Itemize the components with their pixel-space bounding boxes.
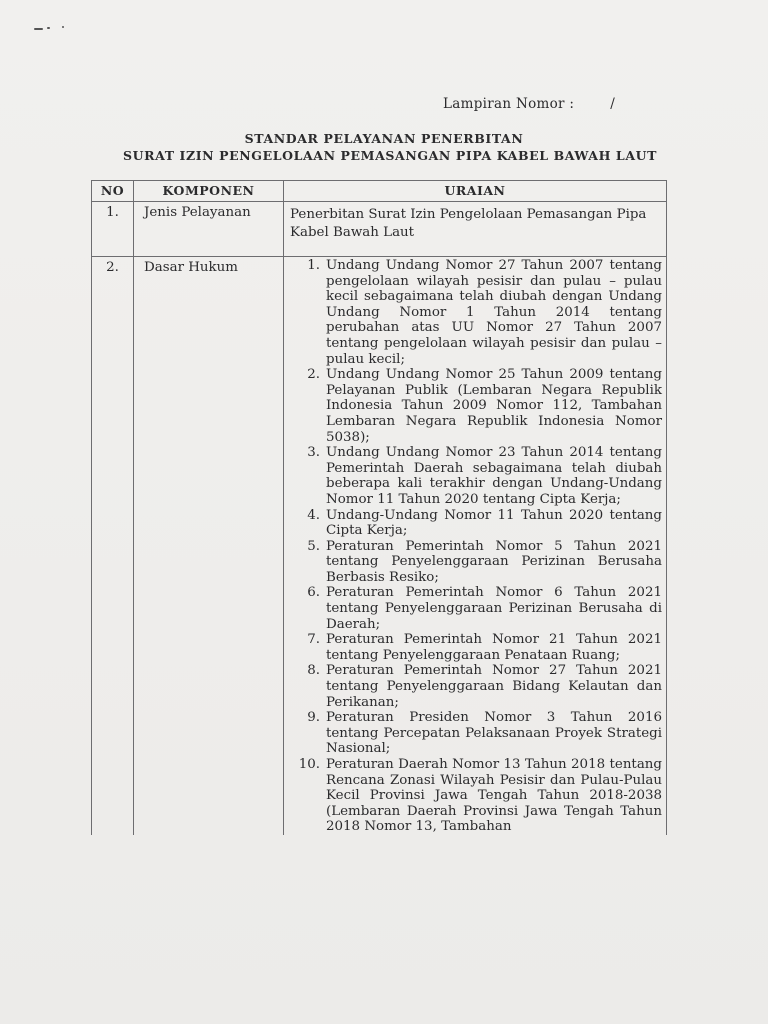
table-header-row [92, 181, 667, 202]
document-title-line1: STANDAR PELAYANAN PENERBITAN [244, 131, 524, 146]
list-item [290, 367, 662, 445]
item-number: 1. [307, 258, 320, 273]
item-text: Peraturan Daerah Nomor 13 Tahun 2018 tentang Rencana Zonasi Wilayah Pesisir dan Pulau-Pulau Kecil Provinsi Jawa Tengah Tahun 2018-2038 (Lembaran Daerah Provinsi Jawa Tengah Tahun 2018 Nomor 13, Tambahan [326, 757, 662, 835]
item-number: 6. [307, 585, 320, 601]
item-text: Peraturan Presiden Nomor 3 Tahun 2016 tentang Percepatan Pelaksanaan Proyek Strategi Nasional; [326, 710, 662, 757]
row-number: 2. [92, 257, 134, 835]
list-item [290, 508, 662, 539]
lampiran-line [443, 96, 615, 112]
list-item [290, 445, 662, 507]
item-text: Undang-Undang Nomor 11 Tahun 2020 tentang Cipta Kerja; [326, 507, 662, 539]
item-number: 8. [307, 663, 320, 679]
item-text: Peraturan Pemerintah Nomor 6 Tahun 2021 tentang Penyelenggaraan Perizinan Berusaha di Daerah; [326, 585, 662, 632]
list-item [290, 258, 662, 367]
item-number: 5. [307, 538, 320, 554]
legal-basis-list [290, 258, 662, 835]
item-text: Undang Undang Nomor 23 Tahun 2014 tentang Pemerintah Daerah sebagaimana telah diubah beberapa kali terakhir dengan Undang-Undang Nomor 11 Tahun 2020 tentang Cipta Kerja; [326, 445, 662, 507]
item-text: Peraturan Pemerintah Nomor 5 Tahun 2021 tentang Penyelenggaraan Perizinan Berusaha Berbasis Resiko; [326, 538, 662, 585]
item-number: 4. [307, 507, 320, 523]
header-uraian: URAIAN [284, 181, 667, 202]
row-komponen: Dasar Hukum [134, 257, 284, 835]
table-row [92, 257, 667, 835]
list-item [290, 539, 662, 586]
row-uraian [284, 257, 667, 835]
item-text: Peraturan Pemerintah Nomor 21 Tahun 2021 tentang Penyelenggaraan Penataan Ruang; [326, 632, 662, 663]
scan-speck [34, 28, 43, 30]
item-number: 10. [298, 757, 320, 772]
item-number: 9. [307, 710, 320, 726]
standard-table [91, 180, 667, 835]
item-number: 2. [307, 367, 320, 383]
item-text: Undang Undang Nomor 27 Tahun 2007 tentang pengelolaan wilayah pesisir dan pulau – pulau kecil sebagaimana telah diubah dengan Undang Undang Nomor 1 Tahun 2014 tentang perubahan atas UU Nomor 27 Tahun 2007 tentang pengelolaan wilayah pesisir dan pulau – pulau kecil; [326, 258, 662, 367]
list-item [290, 585, 662, 632]
header-no: NO [92, 181, 134, 202]
item-number: 3. [307, 445, 320, 461]
lampiran-label: Lampiran Nomor : [443, 96, 575, 112]
table-row [92, 202, 667, 257]
list-item [290, 663, 662, 710]
header-komponen: KOMPONEN [134, 181, 284, 202]
item-number: 7. [307, 632, 320, 648]
list-item [290, 632, 662, 663]
row-number: 1. [92, 202, 134, 257]
document-title-line2: SURAT IZIN PENGELOLAAN PEMASANGAN PIPA KABEL BAWAH LAUT [122, 148, 658, 163]
row-komponen: Jenis Pelayanan [134, 202, 284, 257]
list-item [290, 710, 662, 757]
list-item [290, 757, 662, 835]
item-text: Undang Undang Nomor 25 Tahun 2009 tentang Pelayanan Publik (Lembaran Negara Republik Indonesia Tahun 2009 Nomor 112, Tambahan Lembaran Negara Republik Indonesia Nomor 5038); [326, 367, 662, 445]
lampiran-slash: / [610, 96, 616, 112]
row-uraian: Penerbitan Surat Izin Pengelolaan Pemasangan Pipa Kabel Bawah Laut [284, 202, 667, 257]
item-text: Peraturan Pemerintah Nomor 27 Tahun 2021 tentang Penyelenggaraan Bidang Kelautan dan Perikanan; [326, 663, 662, 710]
scan-speck [62, 26, 64, 28]
scan-speck [47, 27, 50, 29]
